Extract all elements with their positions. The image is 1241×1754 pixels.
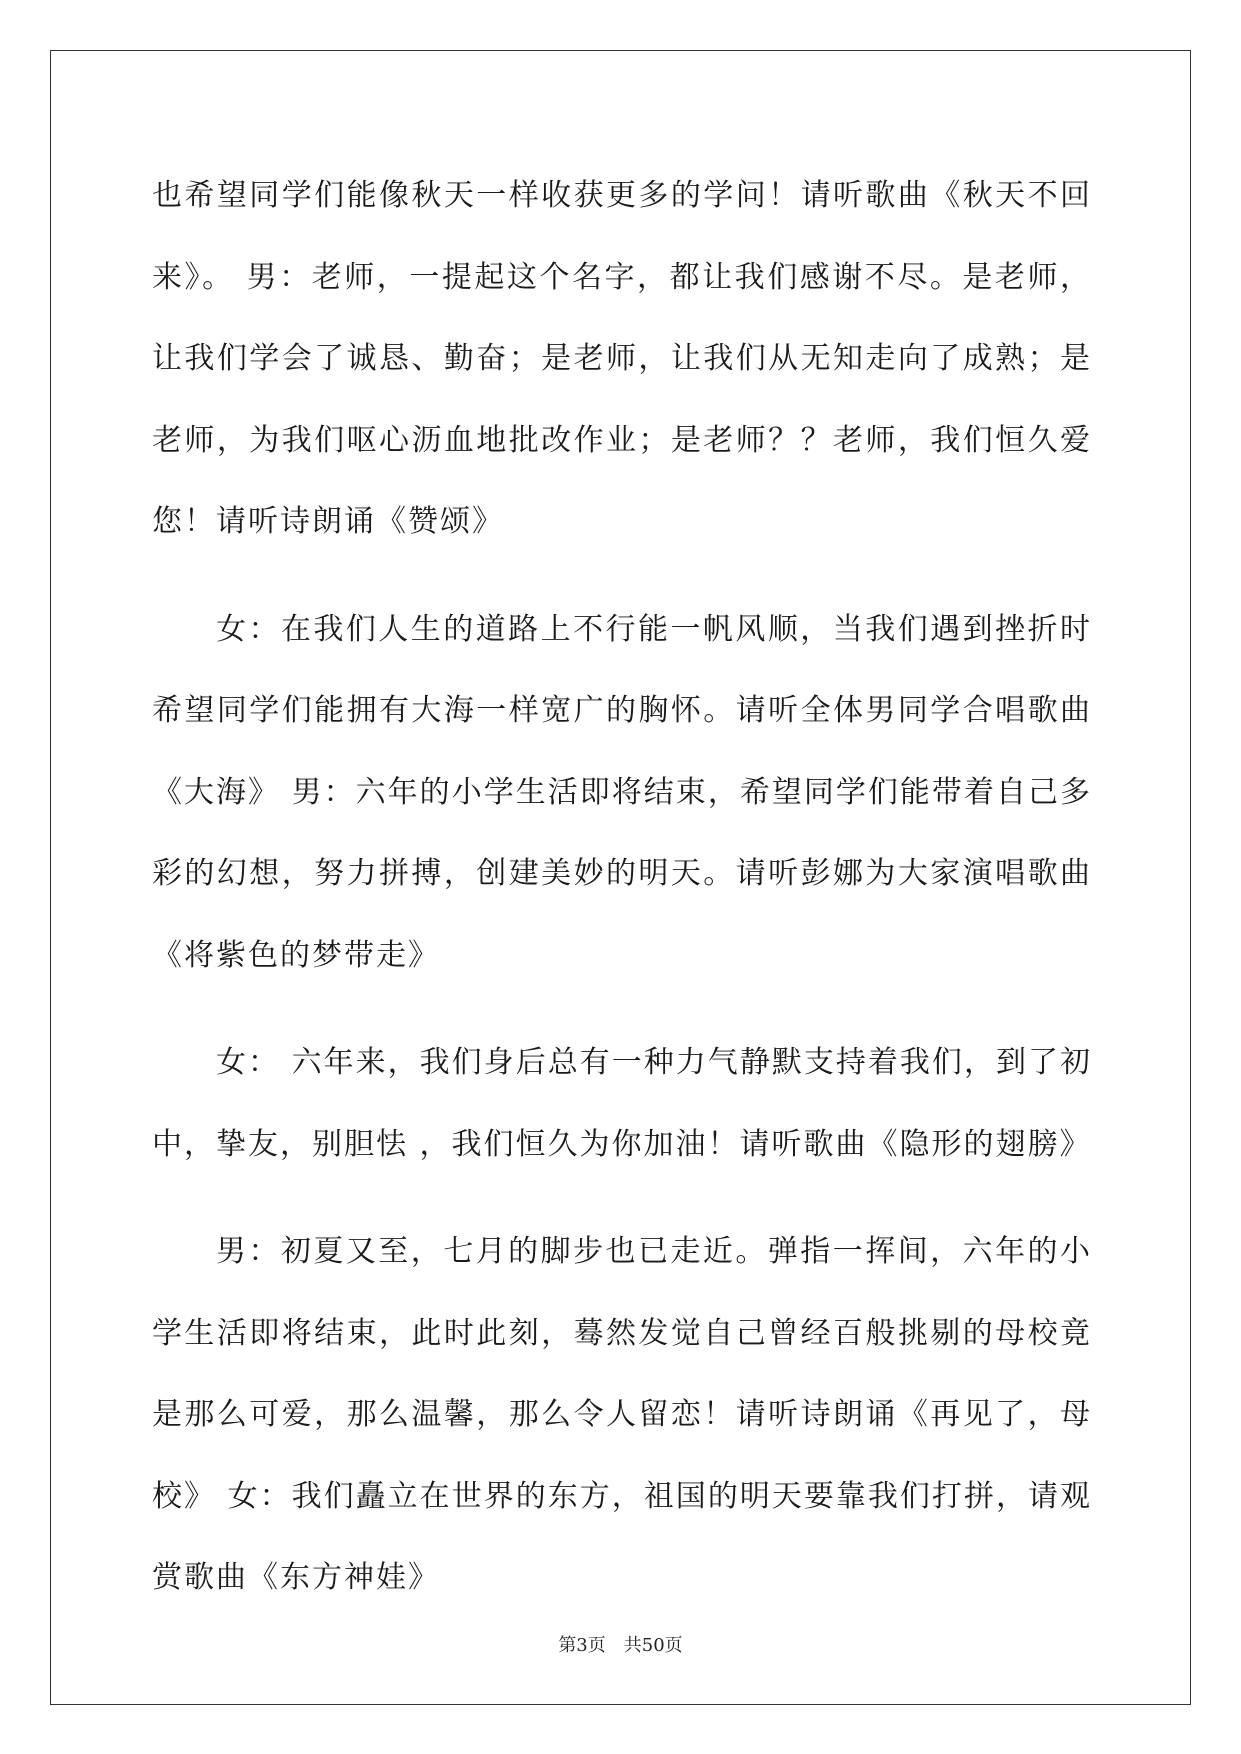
document-body	[152, 155, 1092, 1645]
paragraph-1: 也希望同学们能像秋天一样收获更多的学问！请听歌曲《秋天不回来》。 男：老师，一提起这个名字，都让我们感谢不尽。是老师，让我们学会了诚恳、勤奋；是老师，让我们从无知走向了成熟；是老师，为我们呕心沥血地批改作业；是老师？？老师，我们恒久爱您！请听诗朗诵《赞颂》	[152, 178, 1092, 539]
paragraph-2: 女：在我们人生的道路上不行能一帆风顺，当我们遇到挫折时希望同学们能拥有大海一样宽广的胸怀。请听全体男同学合唱歌曲《大海》 男：六年的小学生活即将结束，希望同学们能带着自己多彩的幻想，努力拼搏，创建美妙的明天。请听彭娜为大家演唱歌曲《将紫色的梦带走》	[152, 611, 1092, 973]
paragraph-4: 男：初夏又至，七月的脚步也已走近。弹指一挥间，六年的小学生活即将结束，此时此刻，蓦然发觉自己曾经百般挑剔的母校竟是那么可爱，那么温馨，那么令人留恋！请听诗朗诵《再见了，母校》 女：我们矗立在世界的东方，祖国的明天要靠我们打拼，请观赏歌曲《东方神娃》	[152, 1234, 1092, 1595]
page-footer: 第3页 共50页	[558, 1635, 683, 1656]
paragraph-3: 女： 六年来，我们身后总有一种力气静默支持着我们，到了初中，挚友，别胆怯 ，我们恒久为你加油！请听歌曲《隐形的翅膀》	[152, 1045, 1092, 1162]
